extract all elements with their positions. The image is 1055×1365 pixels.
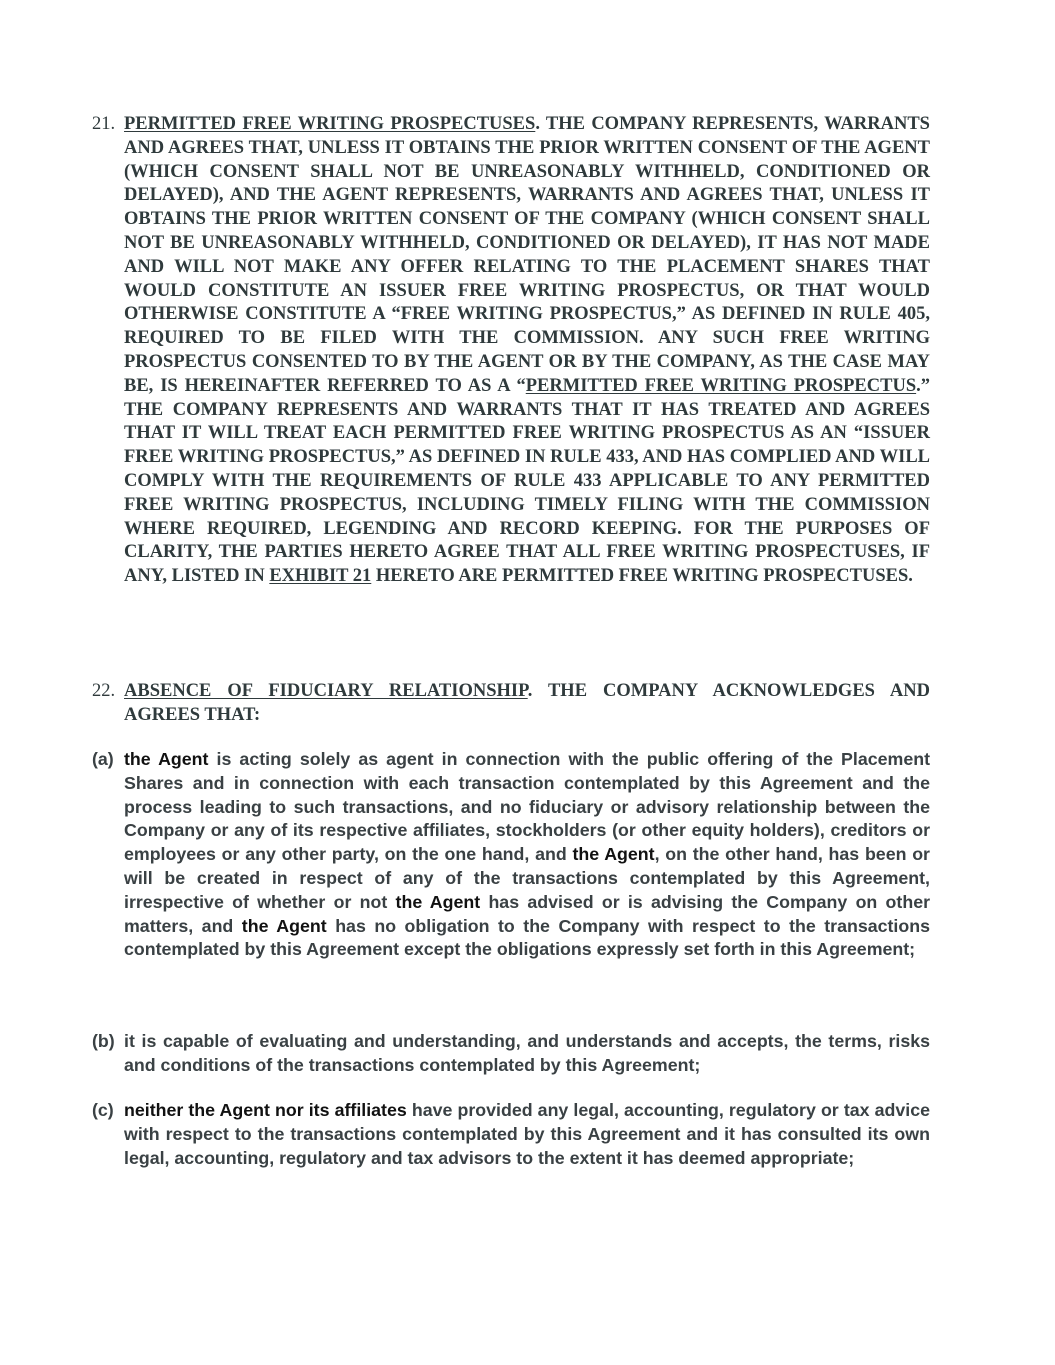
section-22: [92, 680, 930, 728]
clause-b-text: it is capable of evaluating and understanding, and understands and accepts, the terms, risks and conditions of the transactions contemplated by this Agreement;: [124, 1031, 930, 1075]
clause-label: (c): [92, 1100, 114, 1120]
clause-a-text: the Agent is acting solely as agent in connection with the public offering of the Placement Shares and in connection with each transaction contemplated by this Agreement and the process leading to such transactions, and no fiduciary or advisory relationship between the Company or any of its respective affiliates, stockholders (or other equity holders), creditors or employees or any other party, on the one hand, and the Agent, on the other hand, has been or will be created in respect of any of the transactions contemplated by this Agreement, irrespective of whether or not the Agent has advised or is advising the Company on other matters, and the Agent has no obligation to the Company with respect to the transactions contemplated by this Agreement except the obligations expressly set forth in this Agreement;: [124, 749, 931, 960]
exhibit-reference: EXHIBIT 21: [269, 566, 372, 587]
defined-term: PERMITTED FREE WRITING PROSPECTUS: [525, 375, 917, 396]
clause-label: (b): [92, 1031, 115, 1051]
section-heading: ABSENCE OF FIDUCIARY RELATIONSHIP: [124, 681, 528, 701]
clause-c-text: neither the Agent nor its affiliates have provided any legal, accounting, regulatory or tax advice with respect to the transactions contemplated by this Agreement and it has consulted its own legal, accounting, regulatory and tax advisors to the extent it has deemed appropriate;: [124, 1100, 930, 1168]
clause-c: [92, 1099, 930, 1170]
clause-a: [92, 748, 930, 962]
section-21-text: PERMITTED FREE WRITING PROSPECTUSES. THE COMPANY REPRESENTS, WARRANTS AND AGREES THAT, UNLESS IT OBTAINS THE PRIOR WRITTEN CONSENT OF THE AGENT (WHICH CONSENT SHALL NOT BE UNREASONABLY WITHHELD, CONDITIONED OR DELAYED), AND THE AGENT REPRESENTS, WARRANTS AND AGREES THAT, UNLESS IT OBTAINS THE PRIOR WRITTEN CONSENT OF THE COMPANY (WHICH CONSENT SHALL NOT BE UNREASONABLY WITHHELD, CONDITIONED OR DELAYED), IT HAS NOT MADE AND WILL NOT MAKE ANY OFFER RELATING TO THE PLACEMENT SHARES THAT WOULD CONSTITUTE AN ISSUER FREE WRITING PROSPECTUS, OR THAT WOULD OTHERWISE CONSTITUTE A “FREE WRITING PROSPECTUS,” AS DEFINED IN RULE 405, REQUIRED TO BE FILED WITH THE COMMISSION. ANY SUCH FREE WRITING PROSPECTUS CONSENTED TO BY THE AGENT OR BY THE COMPANY, AS THE CASE MAY BE, IS HEREINAFTER REFERRED TO AS A “PERMITTED FREE WRITING PROSPECTUS.” THE COMPANY REPRESENTS AND WARRANTS THAT IT HAS TREATED AND AGREES THAT IT WILL TREAT EACH PERMITTED FREE WRITING PROSPECTUS AS AN “ISSUER FREE WRITING PROSPECTUS,” AS DEFINED IN RULE 433, AND HAS COMPLIED AND WILL COMPLY WITH THE REQUIREMENTS OF RULE 433 APPLICABLE TO ANY PERMITTED FREE WRITING PROSPECTUS, INCLUDING TIMELY FILING WITH THE COMMISSION WHERE REQUIRED, LEGENDING AND RECORD KEEPING. FOR THE PURPOSES OF CLARITY, THE PARTIES HERETO AGREE THAT ALL FREE WRITING PROSPECTUSES, IF ANY, LISTED IN EXHIBIT 21 HERETO ARE PERMITTED FREE WRITING PROSPECTUSES.: [124, 114, 930, 587]
section-number: 21.: [92, 114, 116, 134]
section-21: [92, 113, 930, 589]
section-heading: PERMITTED FREE WRITING PROSPECTUSES: [124, 114, 536, 134]
clause-label: (a): [92, 749, 114, 769]
section-22-text: ABSENCE OF FIDUCIARY RELATIONSHIP. THE COMPANY ACKNOWLEDGES AND AGREES THAT:: [124, 681, 930, 725]
section-number: 22.: [92, 681, 116, 701]
clause-b: [92, 1030, 930, 1078]
